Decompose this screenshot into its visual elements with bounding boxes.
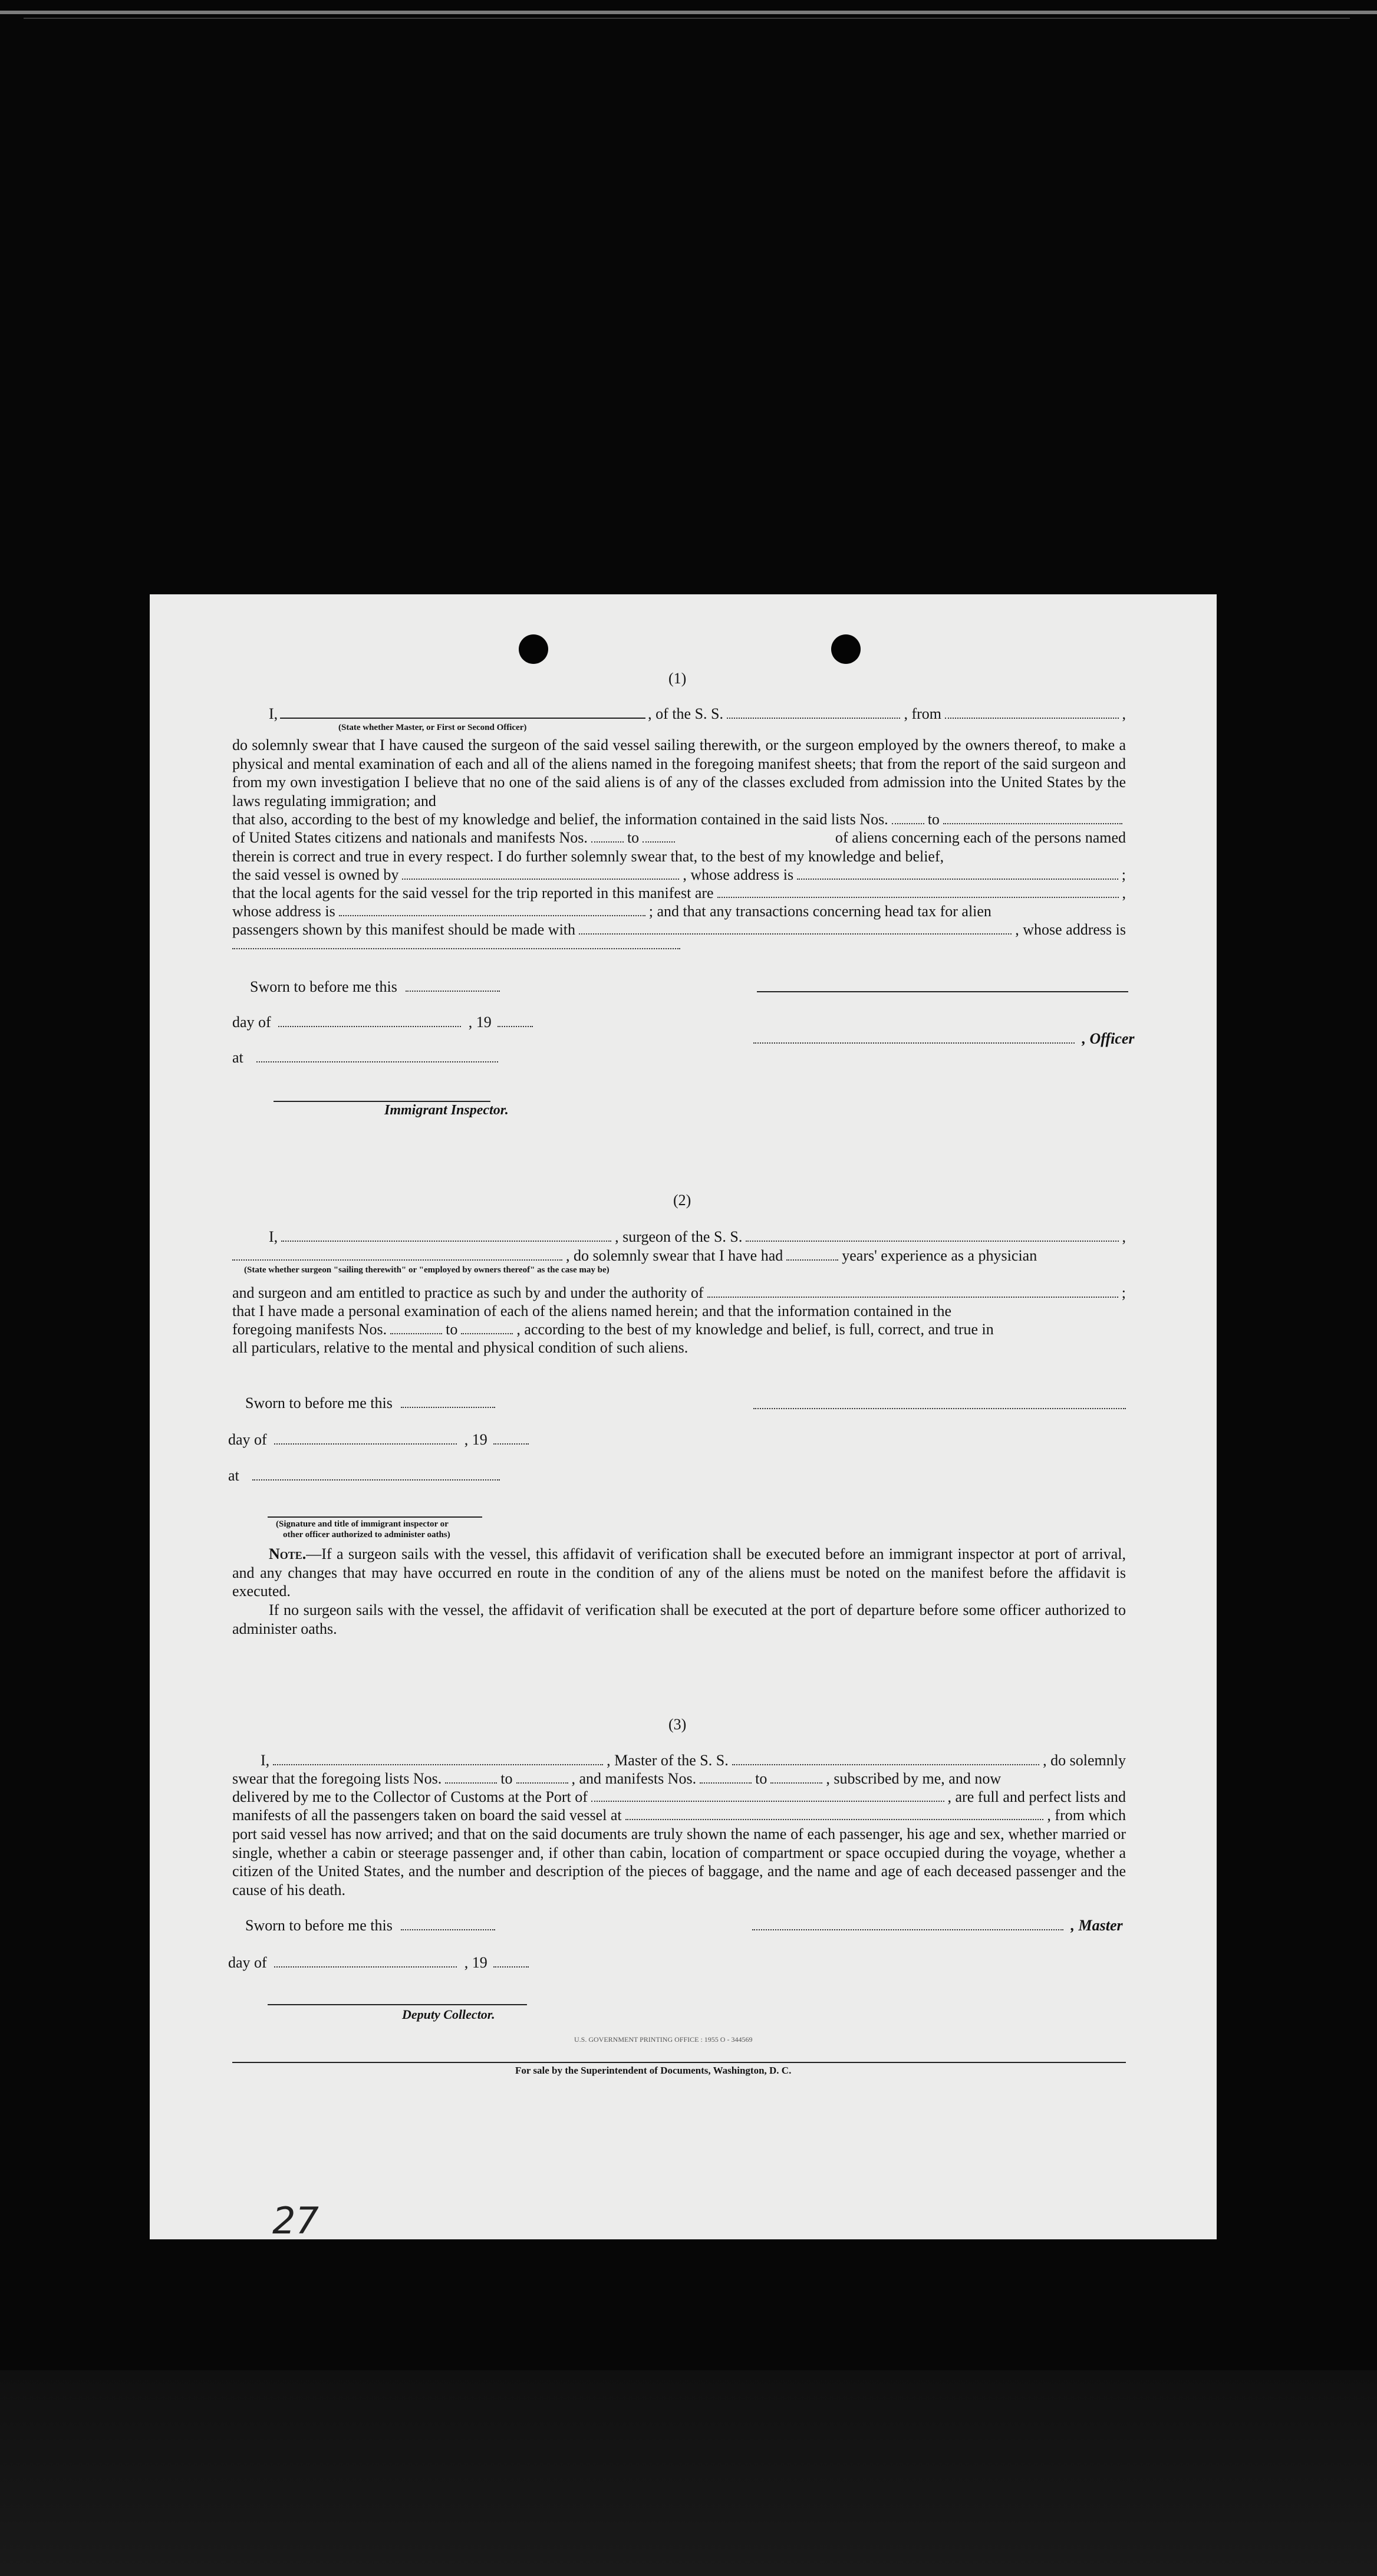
s3-line-i: I, , Master of the S. S. , do solemnly — [261, 1752, 1126, 1769]
s2-at: at — [228, 1466, 500, 1485]
vessel-name-field[interactable] — [727, 717, 900, 719]
s3-vessel-field[interactable] — [732, 1764, 1039, 1765]
s3-paragraph: port said vessel has now arrived; and that on the said documents are truly shown the name of each passenger, his age and sex, whether married or single, whether a cabin or steerage passenger and, if other than cabin, location of compartment or space occupied during the voyage, whether a citizen of the United States, and the number and description of the pieces of baggage, and the name and age of each deceased passenger and the cause of his death. — [232, 1825, 1126, 1899]
s1-signature-line[interactable] — [757, 991, 1128, 992]
port-field[interactable] — [591, 1800, 944, 1802]
agents-address-field[interactable] — [339, 914, 645, 916]
s1-day: day of , 19 — [232, 1013, 533, 1032]
s2-line-swear: , do solemnly swear that I have had years' experience as a physician — [232, 1247, 1126, 1265]
s2-line-i: I, , surgeon of the S. S. , — [269, 1228, 1126, 1245]
owner-address-field[interactable] — [797, 878, 1118, 880]
payee-address-field[interactable] — [232, 948, 680, 949]
s3-master-signature: , Master — [752, 1916, 1123, 1935]
s1-line-agents: that the local agents for the said vessel for the trip reported in this manifest are , — [232, 884, 1126, 902]
s1-officer: , Officer — [753, 1029, 1135, 1048]
s1-line-owned: the said vessel is owned by , whose address is ; — [232, 866, 1126, 883]
s2-note-2: If no surgeon sails with the vessel, the affidavit of verification shall be executed at the port of departure before some officer authorized to administer oaths. — [232, 1601, 1126, 1637]
s1-sworn: Sworn to before me this — [250, 978, 500, 996]
s2-sworn: Sworn to before me this — [245, 1394, 495, 1413]
s2-line-exam: that I have made a personal examination of each of the aliens named herein; and that the information contained in the — [232, 1302, 952, 1320]
boarding-port-field[interactable] — [625, 1818, 1044, 1820]
s2-line-practice: and surgeon and am entitled to practice as such by and under the authority of ; — [232, 1284, 1126, 1301]
section-1-number: (1) — [668, 670, 687, 687]
s1-paragraph: do solemnly swear that I have caused the surgeon of the said vessel sailing therewith, or the surgeon employed by the owners thereof, to make a physical and mental examination of each and all of the aliens named in the foregoing manifest sheets; that from the report of the said surgeon and from my own investigation I believe that no one of the said aliens is of any of the classes excluded from admission into the United States by the laws regulating immigration; and — [232, 736, 1126, 810]
gpo-imprint: U.S. GOVERNMENT PRINTING OFFICE : 1955 O - 344569 — [574, 2035, 753, 2044]
s3-deputy-label: Deputy Collector. — [402, 2007, 495, 2022]
owner-field[interactable] — [402, 878, 679, 880]
s1-inspector-line[interactable] — [274, 1100, 490, 1102]
scanner-edge — [0, 11, 1377, 14]
s2-vessel-field[interactable] — [746, 1240, 1118, 1242]
s1-line-headtax: whose address is ; and that any transactions concerning head tax for alien — [232, 903, 991, 920]
s2-signature-line[interactable] — [753, 1408, 1126, 1409]
section-3-number: (3) — [668, 1716, 687, 1733]
sale-note: For sale by the Superintendent of Documents, Washington, D. C. — [515, 2065, 792, 2076]
s2-sig-note-1: (Signature and title of immigrant inspector or — [276, 1519, 449, 1529]
s1-line-manifests: of United States citizens and nationals and manifests Nos. to of aliens concerning each of the persons named — [232, 829, 1126, 846]
section-2-number: (2) — [673, 1192, 691, 1209]
s1-line-payee: passengers shown by this manifest should be made with , whose address is — [232, 921, 1126, 938]
s1-rank-note: (State whether Master, or First or Second Officer) — [338, 723, 527, 732]
scan-background-bottom — [0, 2370, 1377, 2576]
s1-line-true: therein is correct and true in every respect. I do further solemnly swear that, to the best of my knowledge and belief, — [232, 848, 944, 865]
from-port-field[interactable] — [945, 717, 1118, 719]
s1-at: at — [232, 1048, 498, 1067]
s2-surgeon-note: (State whether surgeon "sailing therewith" or "employed by owners thereof" as the case may be) — [244, 1265, 610, 1275]
scanner-edge-line — [24, 18, 1350, 19]
authority-field[interactable] — [707, 1296, 1118, 1298]
s3-deputy-line[interactable] — [268, 2003, 527, 2005]
payee-field[interactable] — [579, 933, 1012, 935]
s2-line-condition: all particulars, relative to the mental and physical condition of such aliens. — [232, 1339, 688, 1356]
footer-rule — [232, 2061, 1126, 2063]
manifest-page — [150, 594, 1217, 2239]
s2-inspector-line[interactable] — [268, 1516, 482, 1518]
s3-line-manifests: manifests of all the passengers taken on board the said vessel at , from which — [232, 1807, 1126, 1824]
s1-line-i: I, , of the S. S. , from , — [269, 705, 1126, 722]
s3-day: day of , 19 — [228, 1953, 529, 1972]
punch-hole-left — [519, 634, 548, 664]
years-field[interactable] — [786, 1259, 838, 1261]
s3-line-collector: delivered by me to the Collector of Customs at the Port of , are full and perfect lists and — [232, 1788, 1126, 1805]
agents-field[interactable] — [717, 896, 1119, 898]
s3-sworn: Sworn to before me this — [245, 1916, 495, 1935]
officer-name-field[interactable] — [280, 718, 645, 719]
s1-line-lists: that also, according to the best of my knowledge and belief, the information contained in the said lists Nos. to — [232, 811, 1126, 828]
master-name-field[interactable] — [273, 1764, 603, 1765]
s2-day: day of , 19 — [228, 1430, 529, 1449]
surgeon-name-field[interactable] — [281, 1240, 611, 1242]
s3-line-lists: swear that the foregoing lists Nos. to , and manifests Nos. to , subscribed by me, and now — [232, 1770, 1002, 1787]
s2-line-manifests: foregoing manifests Nos. to , according to the best of my knowledge and belief, is full, correct, and true in — [232, 1321, 994, 1338]
s1-inspector-label: Immigrant Inspector. — [384, 1103, 509, 1118]
s2-note-1: Note.—If a surgeon sails with the vessel, this affidavit of verification shall be executed before an immigrant inspector at port of arrival, and any changes that may have occurred en route in the condition of any of the aliens must be noted on the manifest before the affidavit is executed. — [232, 1545, 1126, 1600]
s2-sig-note-2: other officer authorized to administer oaths) — [283, 1530, 450, 1539]
handwritten-page-number: 27 — [272, 2199, 319, 2239]
punch-hole-right — [831, 634, 861, 664]
